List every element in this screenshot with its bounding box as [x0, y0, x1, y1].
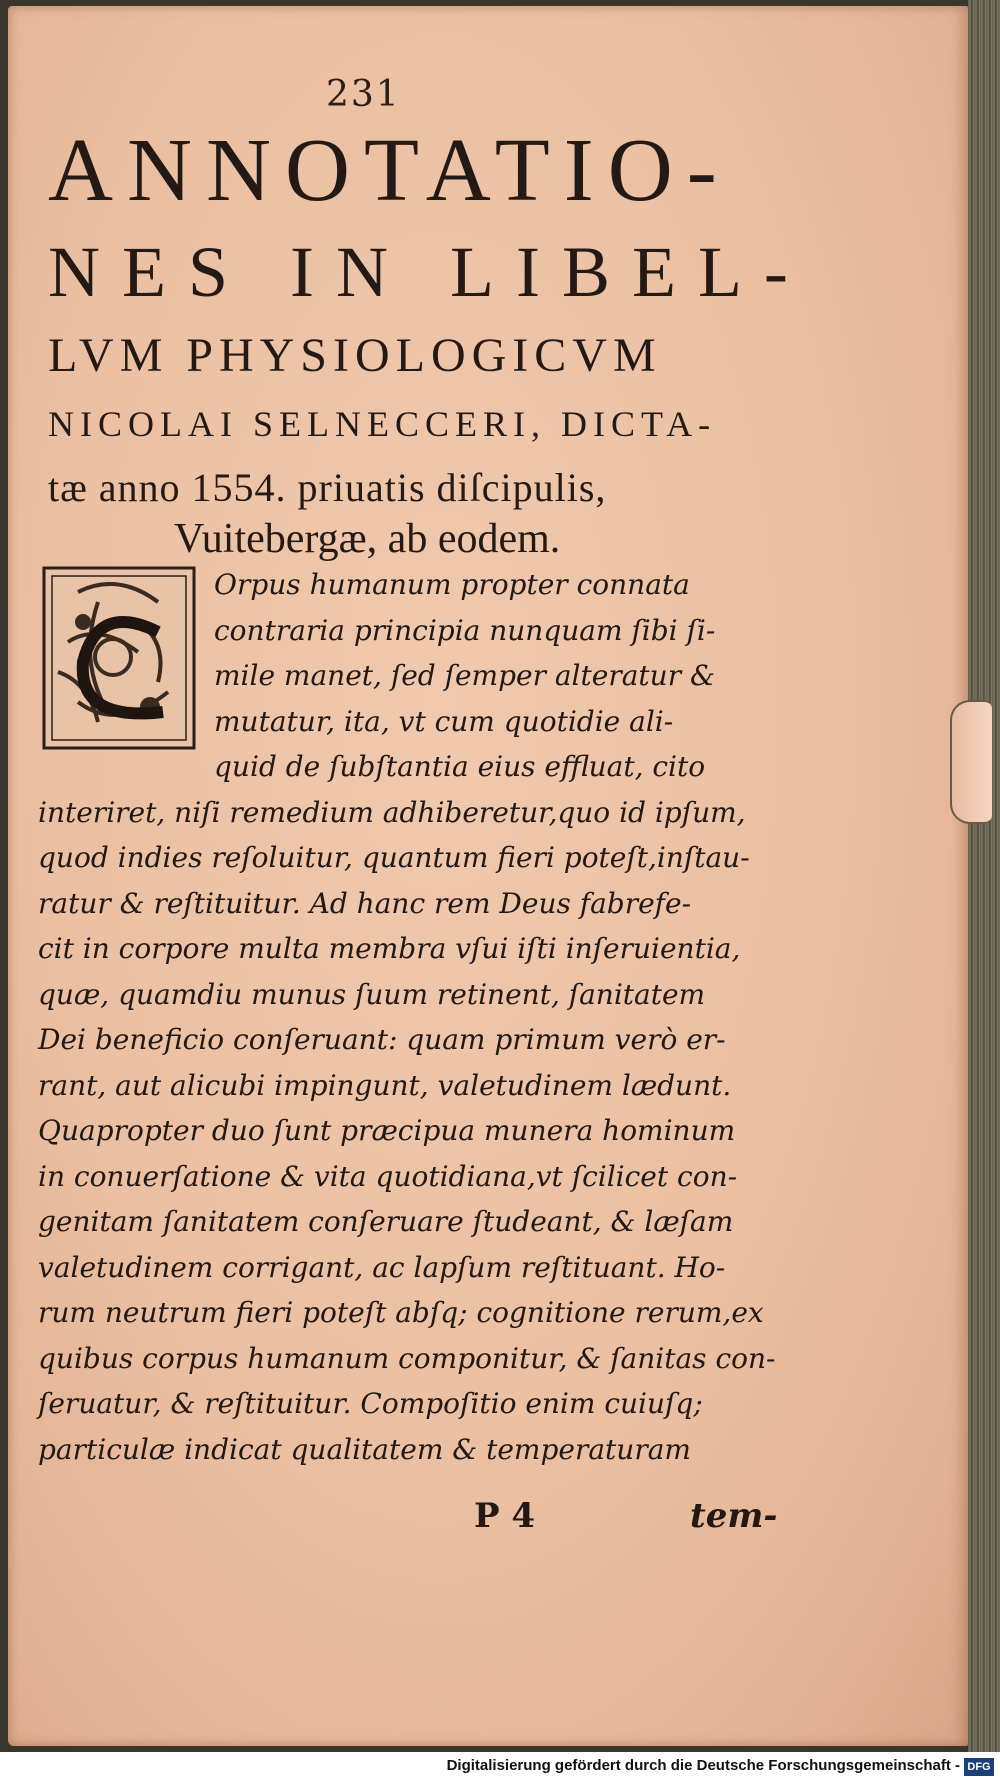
body-line: contraria principia nunquam ſibi ſi- [214, 613, 716, 647]
svg-text:C: C [117, 676, 119, 677]
book-page [8, 6, 968, 1746]
body-line: valetudinem corrigant, ac lapſum reſtituant. Ho- [38, 1250, 726, 1284]
dfg-logo-icon: DFG [964, 1758, 994, 1776]
body-line: in conuerſatione & vita quotidiana,vt ſcilicet con- [38, 1159, 738, 1193]
footer-bar [0, 1752, 1000, 1782]
body-text [38, 562, 776, 1472]
body-line: Dei beneficio conſeruant: quam primum verò er- [38, 1023, 726, 1056]
body-line: ratur & reſtituitur. Ad hanc rem Deus fabrefe- [38, 886, 692, 920]
page-number: 231 [326, 74, 401, 115]
body-line: quod indies reſoluitur, quantum fieri poteſt,inſtau- [38, 841, 750, 874]
body-line: interiret, niſi remedium adhiberetur,quo id ipſum, [38, 795, 746, 829]
body-line: cit in corpore multa membra vſui iſti inſeruientia, [38, 932, 741, 965]
title-line-4: NICOLAI SELNECCERI, DICTA- [48, 404, 717, 444]
title-line-5: tæ anno 1554. priuatis diſcipulis, [48, 465, 607, 510]
body-line: genitam ſanitatem conſeruare ſtudeant, & læſam [38, 1205, 734, 1238]
title-line-3: LVM PHYSIOLOGICVM [48, 329, 662, 382]
body-line: mile manet, ſed ſemper alteratur & [214, 659, 715, 692]
body-line: mutatur, ita, vt cum quotidie ali- [214, 704, 674, 738]
title-line-1: ANNOTATIO- [48, 121, 731, 220]
body-line: quibus corpus humanum componitur, & ſanitas con- [38, 1341, 776, 1375]
body-line: particulæ indicat qualitatem & temperaturam [38, 1432, 691, 1466]
body-line: ſeruatur, & reſtituitur. Compoſitio enim cuiuſq; [38, 1387, 703, 1420]
body-line: Quapropter duo ſunt præcipua munera hominum [38, 1114, 736, 1147]
body-line: quid de ſubſtantia eius effluat, cito [214, 750, 706, 783]
page-fold [950, 700, 992, 824]
body-line: Orpus humanum propter connata [214, 568, 690, 601]
catchword: tem- [690, 1496, 778, 1536]
body-line: rum neutrum fieri poteſt abſq; cognitione rerum,ex [38, 1296, 764, 1329]
title-line-2: NES IN LIBEL- [48, 232, 810, 312]
title-line-6: Vuitebergæ, ab eodem. [174, 516, 561, 562]
signature-mark: P 4 [474, 1496, 536, 1536]
body-line: rant, aut alicubi impingunt, valetudinem lædunt. [38, 1068, 732, 1102]
page-title [48, 121, 810, 578]
footer-credit: Digitalisierung gefördert durch die Deutsche Forschungsgemeinschaft - [446, 1757, 960, 1774]
body-line: quæ, quamdiu munus ſuum retinent, ſanitatem [38, 977, 706, 1011]
book-edge [968, 0, 1000, 1782]
